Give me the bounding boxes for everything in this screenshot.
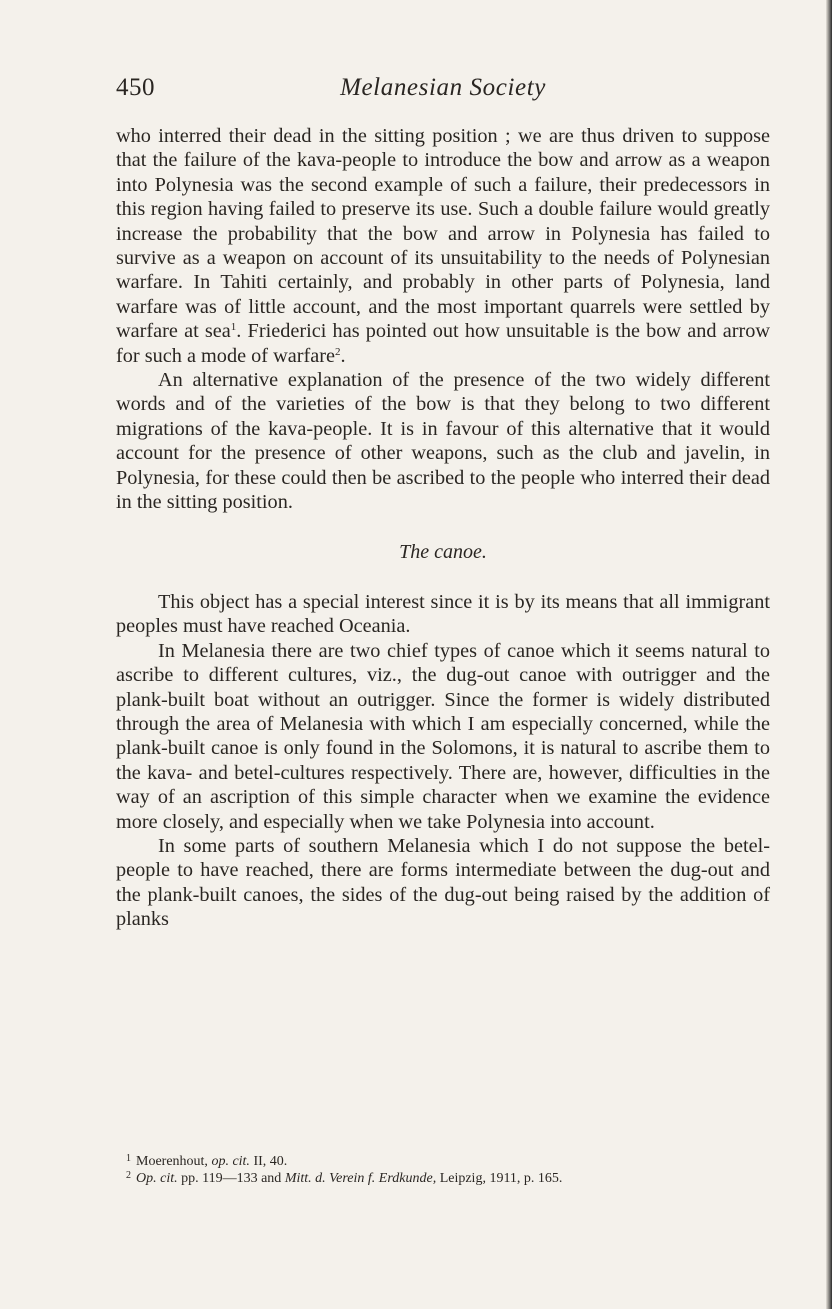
footnote: [116, 1170, 776, 1187]
footnote-rest: Leipzig, 1911, p. 165.: [436, 1171, 563, 1186]
footnote-ref: 1: [230, 321, 237, 334]
page-number: 450: [116, 74, 155, 101]
footnote-ref: 2: [335, 345, 341, 358]
paragraph: In some parts of southern Melanesia which I do not suppose the betel-people to have reached, there are forms intermediate between the dug-out and the plank-built canoes, the sides of the dug-out being raised by the addition of planks: [116, 834, 770, 931]
paragraph: In Melanesia there are two chief types of canoe which it seems natural to ascribe to different cultures, viz., the dug-out canoe with outrigger and the plank-built boat without an outrigger. Since the former is widely distributed through the area of Melanesia with which I am especially concerned, while the plank-built canoe is only found in the Solomons, it is natural to ascribe them to the kava- and betel-cultures respectively. There are, however, difficulties in the way of an ascription of this simple character when we examine the evidence more closely, and especially when we take Polynesia into account.: [116, 639, 770, 833]
footnote-mark: 1: [126, 1153, 131, 1164]
running-title: Melanesian Society: [340, 74, 546, 101]
body-text: [116, 124, 770, 932]
paragraph-text: .: [340, 344, 346, 367]
section-heading: The canoe.: [399, 540, 487, 563]
page-edge-shadow: [826, 0, 832, 1309]
footnote-cite: op. cit.: [211, 1154, 250, 1169]
footnote-journal: Mitt. d. Verein f. Erdkunde,: [284, 1171, 437, 1186]
paragraph: This object has a special interest since it is by its means that all immigrant peoples must have reached Oceania.: [116, 590, 770, 638]
footnote: [116, 1153, 776, 1170]
paragraph: [116, 124, 770, 368]
footnotes: [116, 1153, 776, 1187]
footnote-author: Moerenhout,: [136, 1154, 212, 1169]
paragraph-text: who interred their dead in the sitting position ; we are thus driven to suppose that the failure of the kava-people to introduce the bow and arrow as a weapon into Polynesia was the second example of such a failure, their predecessors in this region having failed to preserve its use. Such a double failure would greatly increase the probability that the bow and arrow in Polynesia has failed to survive as a weapon on account of its unsuitability to the needs of Polynesian warfare. In Tahiti certainly, and probably in other parts of Polynesia, land warfare was of little account, and the most important quarrels were settled by warfare at sea: [116, 125, 770, 343]
paragraph-text: . Friederici has pointed out how unsuitable is the bow and arrow for such a mode of warfare: [116, 320, 770, 367]
footnote-middle: pp. 119—133 and: [177, 1171, 285, 1186]
footnote-rest: II, 40.: [249, 1154, 288, 1169]
footnote-cite: Op. cit.: [136, 1171, 178, 1186]
footnote-mark: 2: [126, 1170, 131, 1181]
paragraph: An alternative explanation of the presence of the two widely different words and of the varieties of the bow is that they belong to two different migrations of the kava-people. It is in favour of this alternative that it would account for the presence of other weapons, such as the club and javelin, in Polynesia, for these could then be ascribed to the people who interred their dead in the sitting position.: [116, 369, 770, 514]
page-header: [116, 74, 770, 108]
